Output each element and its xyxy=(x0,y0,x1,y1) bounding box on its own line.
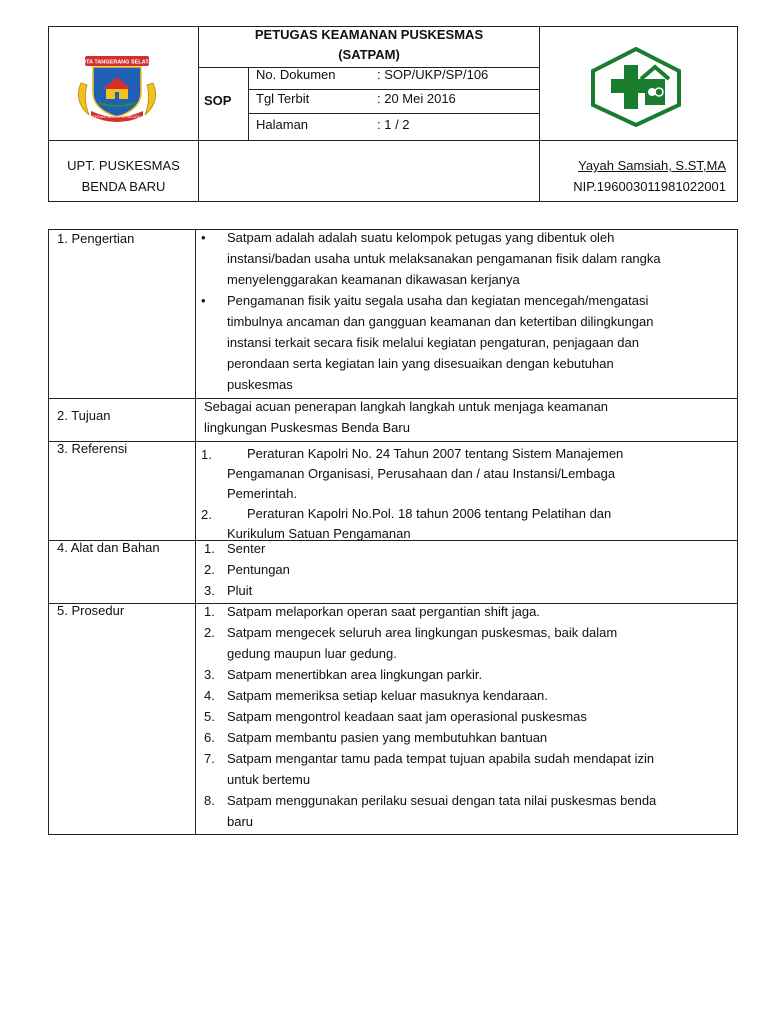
city-emblem-logo xyxy=(71,53,163,123)
signatory xyxy=(540,155,726,197)
svg-text:KOTA TANGERANG SELATAN: KOTA TANGERANG SELATAN xyxy=(77,59,157,66)
text-line: baru xyxy=(227,814,254,829)
doc-number-value: : SOP/UKP/SP/106 xyxy=(377,67,489,82)
referensi-item-2 xyxy=(227,504,731,544)
list-number: 6. xyxy=(204,730,215,745)
page-value: : 1 / 2 xyxy=(377,117,410,132)
row-label-referensi: 3. Referensi xyxy=(57,441,128,456)
text-line: Satpam menggunakan perilaku sesuai dengan tata nilai puskesmas benda xyxy=(227,793,657,808)
row-label-tujuan: 2. Tujuan xyxy=(57,408,111,423)
unit-line-2: BENDA BARU xyxy=(81,179,166,194)
prosedur-item-4 xyxy=(227,685,731,706)
text-line: Kurikulum Satuan Pengamanan xyxy=(227,526,411,541)
header-divider xyxy=(49,140,737,141)
unit-line-1: UPT. PUSKESMAS xyxy=(67,158,180,173)
issue-date-label: Tgl Terbit xyxy=(256,91,310,106)
prosedur-item-6 xyxy=(227,727,731,748)
issue-date-value: : 20 Mei 2016 xyxy=(377,91,456,106)
list-number: 1. xyxy=(204,541,215,556)
text-line: Satpam mengantar tamu pada tempat tujuan apabila sudah mendapat izin xyxy=(227,751,655,766)
content-table xyxy=(48,229,738,835)
prosedur-item-8 xyxy=(227,790,731,832)
unit-name xyxy=(49,155,198,197)
text-line: Peraturan Kapolri No. 24 Tahun 2007 tentang Sistem Manajemen xyxy=(247,446,624,461)
list-number: 4. xyxy=(204,688,215,703)
text-line: Satpam memeriksa setiap keluar masuknya kendaraan. xyxy=(227,688,548,703)
list-number: 2. xyxy=(204,625,215,640)
header-table xyxy=(48,26,738,202)
text-line: Pengamanan Organisasi, Perusahaan dan / atau Instansi/Lembaga xyxy=(227,466,616,481)
title-line-2: (SATPAM) xyxy=(338,47,400,62)
list-number: 1. xyxy=(204,604,215,619)
page-label: Halaman xyxy=(256,117,309,132)
row-label-pengertian: 1. Pengertian xyxy=(57,231,135,246)
header-divider xyxy=(248,113,539,114)
title-line-1: PETUGAS KEAMANAN PUSKESMAS xyxy=(254,27,484,42)
list-number: 7. xyxy=(204,751,215,766)
text-line: Pemerintah. xyxy=(227,486,298,501)
prosedur-item-1 xyxy=(227,601,731,622)
text-line: Satpam menertibkan area lingkungan parkir. xyxy=(227,667,483,682)
text-line: instansi/badan usaha untuk melaksanakan pengamanan fisik dalam rangka xyxy=(227,251,661,266)
row-divider xyxy=(49,441,737,442)
text-line: Satpam mengontrol keadaan saat jam operasional puskesmas xyxy=(227,709,587,724)
alat-item-2: Pentungan xyxy=(227,562,290,577)
signer-name: Yayah Samsiah, S.ST,MA xyxy=(578,158,726,173)
row-label-alat: 4. Alat dan Bahan xyxy=(57,540,160,555)
text-line: Satpam mengecek seluruh area lingkungan puskesmas, baik dalam xyxy=(227,625,618,640)
sop-label: SOP xyxy=(204,93,232,108)
bullet-dot: • xyxy=(201,230,206,245)
list-number: 5. xyxy=(204,709,215,724)
text-line: gedung maupun luar gedung. xyxy=(227,646,397,661)
doc-number-label: No. Dokumen xyxy=(256,67,336,82)
text-line: lingkungan Puskesmas Benda Baru xyxy=(204,420,410,435)
row-label-prosedur: 5. Prosedur xyxy=(57,603,125,618)
referensi-item-1 xyxy=(227,444,731,504)
prosedur-item-2 xyxy=(227,622,731,664)
prosedur-item-7 xyxy=(227,748,731,790)
tujuan-text xyxy=(204,396,731,438)
text-line: Peraturan Kapolri No.Pol. 18 tahun 2006 tentang Pelatihan dan xyxy=(247,506,612,521)
column-divider xyxy=(195,230,196,834)
alat-item-1: Senter xyxy=(227,541,266,556)
document-title xyxy=(199,25,539,65)
pengertian-bullet-1 xyxy=(227,227,731,290)
header-divider xyxy=(248,89,539,90)
bullet-dot: • xyxy=(201,293,206,308)
text-line: menyelenggarakan keamanan dikawasan kerjanya xyxy=(227,272,520,287)
puskesmas-logo-icon xyxy=(591,47,681,127)
text-line: instansi terkait secara fisik melalui kegiatan pengaturan, penjagaan dan xyxy=(227,335,639,350)
text-line: puskesmas xyxy=(227,377,293,392)
text-line: perondaan serta kegiatan lain yang disesuaikan dengan kebutuhan xyxy=(227,356,614,371)
list-number: 8. xyxy=(204,793,215,808)
prosedur-item-5 xyxy=(227,706,731,727)
puskesmas-logo xyxy=(591,47,681,127)
prosedur-item-3 xyxy=(227,664,731,685)
text-line: untuk bertemu xyxy=(227,772,311,787)
text-line: Sebagai acuan penerapan langkah langkah untuk menjaga keamanan xyxy=(204,399,609,414)
signer-nip: NIP.196003011981022001 xyxy=(573,179,726,194)
text-line: Satpam adalah adalah suatu kelompok petugas yang dibentuk oleh xyxy=(227,230,615,245)
list-number: 2. xyxy=(201,507,212,522)
list-number: 1. xyxy=(201,447,212,462)
city-emblem-icon xyxy=(71,53,163,123)
header-divider xyxy=(248,67,249,141)
alat-item-3: Pluit xyxy=(227,583,253,598)
text-line: Satpam membantu pasien yang membutuhkan bantuan xyxy=(227,730,548,745)
list-number: 3. xyxy=(204,583,215,598)
list-number: 3. xyxy=(204,667,215,682)
svg-text:CERDAS MODERN RELIGIUS: CERDAS MODERN RELIGIUS xyxy=(89,114,145,119)
text-line: Pengamanan fisik yaitu segala usaha dan kegiatan mencegah/mengatasi xyxy=(227,293,649,308)
text-line: Satpam melaporkan operan saat pergantian shift jaga. xyxy=(227,604,540,619)
text-line: timbulnya ancaman dan gangguan keamanan dan ketertiban dilingkungan xyxy=(227,314,654,329)
list-number: 2. xyxy=(204,562,215,577)
pengertian-bullet-2 xyxy=(227,290,731,395)
